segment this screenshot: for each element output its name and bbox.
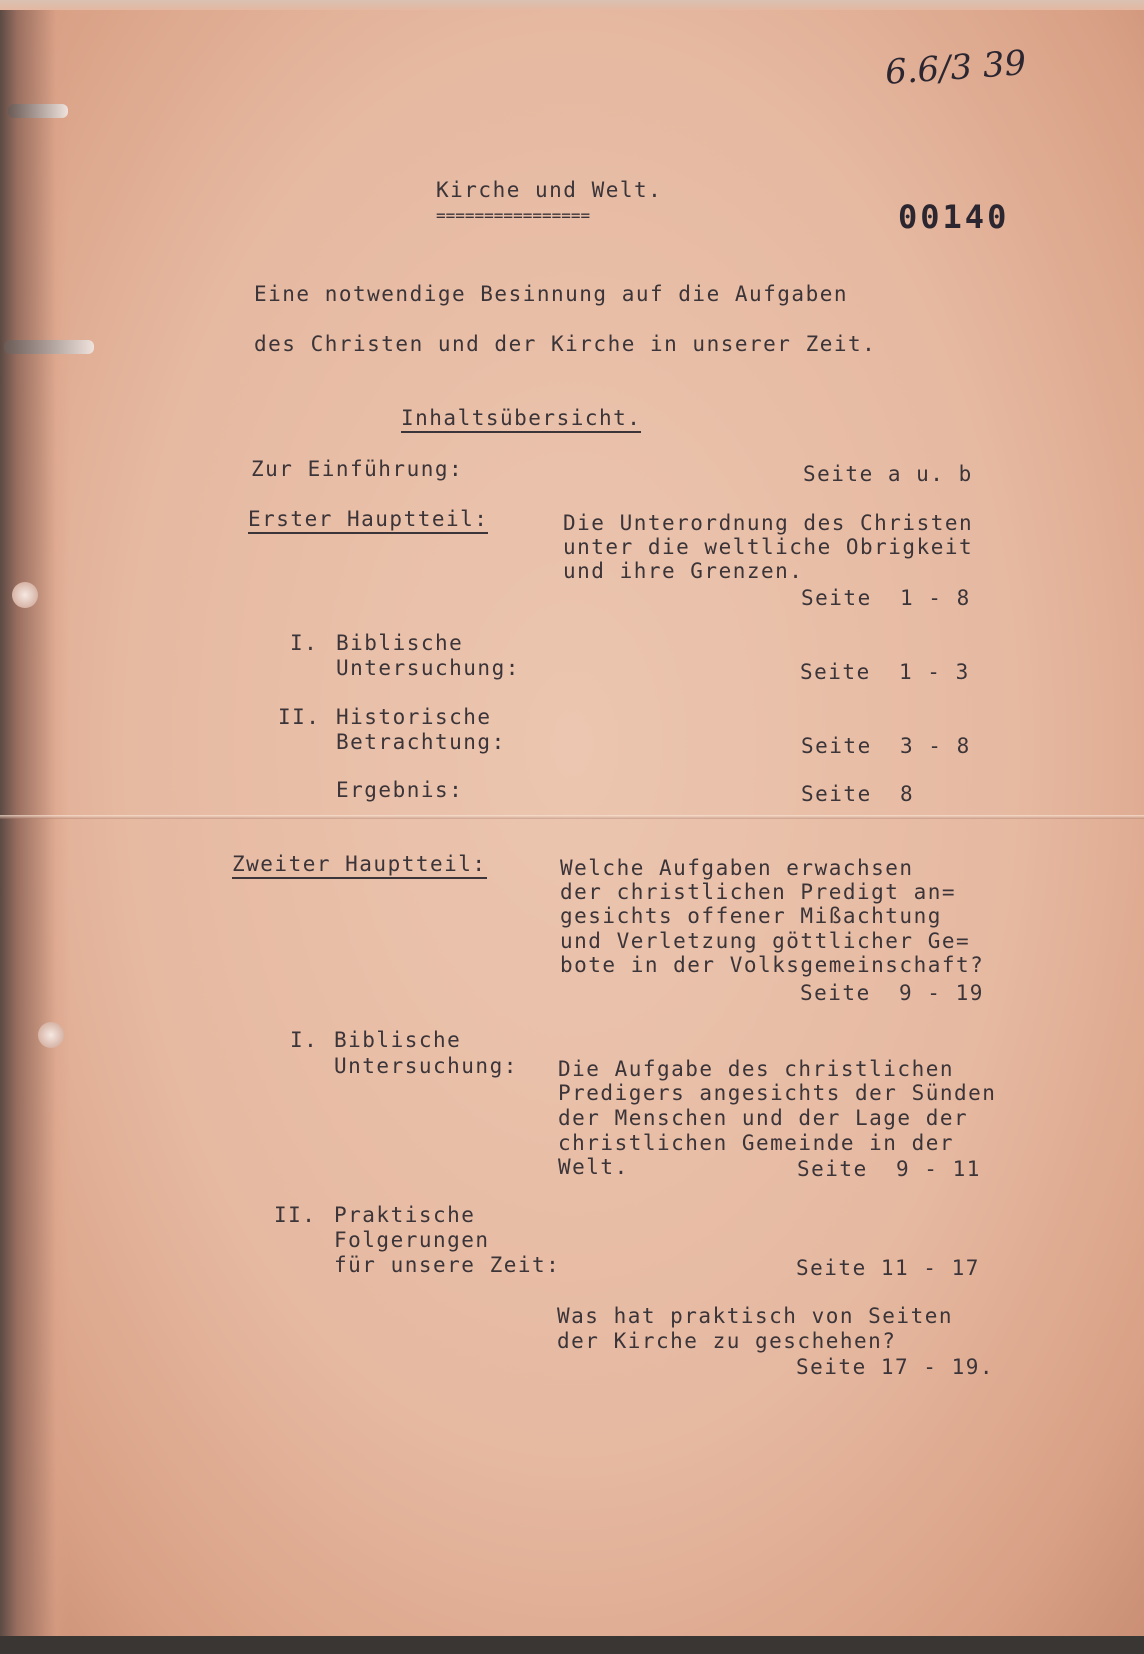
title-underline: ================ <box>436 206 591 225</box>
intro-label: Zur Einführung: <box>251 457 464 481</box>
punch-hole-upper <box>12 582 38 608</box>
part1-desc-line-1: Die Unterordnung des Christen <box>563 511 974 535</box>
part1-s2-pages: Seite 3 - 8 <box>801 734 971 758</box>
subtitle-line-2: des Christen und der Kirche in unserer Zeit. <box>254 332 877 356</box>
part1-s1-num: I. <box>290 631 319 655</box>
part1-pages: Seite 1 - 8 <box>801 586 971 610</box>
part1-s1-label-1: Biblische <box>336 631 464 655</box>
part2-desc-line-3: gesichts offener Mißachtung <box>560 904 942 928</box>
part1-s1-label-2: Untersuchung: <box>336 656 520 680</box>
part2-s2-pages: Seite 11 - 17 <box>796 1256 980 1280</box>
part2-s2-num: II. <box>274 1203 317 1227</box>
part1-s2-num: II. <box>278 705 321 729</box>
part2-final-pages: Seite 17 - 19. <box>796 1355 995 1379</box>
paper-top-edge <box>0 0 1144 10</box>
part2-s1-desc-line-1: Die Aufgabe des christlichen <box>558 1057 955 1081</box>
part2-s1-desc-line-5: Welt. <box>558 1155 629 1179</box>
binding-tear-middle <box>4 340 94 354</box>
part2-s1-desc-line-4: christlichen Gemeinde in der <box>558 1131 955 1155</box>
part2-final-desc-line-2: der Kirche zu geschehen? <box>557 1329 897 1353</box>
part2-s1-label-2: Untersuchung: <box>334 1054 518 1078</box>
part2-s2-label-2: Folgerungen <box>334 1228 490 1252</box>
part2-desc-line-5: bote in der Volksgemeinschaft? <box>560 953 985 977</box>
punch-hole-lower <box>38 1022 64 1048</box>
part1-label: Erster Hauptteil: <box>248 507 488 534</box>
toc-heading: Inhaltsübersicht. <box>401 406 641 433</box>
handwritten-annotation: 6.6/3 39 <box>883 43 1028 93</box>
stamp-number: 00140 <box>898 198 1010 236</box>
part2-final-desc-line-1: Was hat praktisch von Seiten <box>557 1304 954 1328</box>
part2-label: Zweiter Hauptteil: <box>232 852 487 879</box>
part1-desc-line-2: unter die weltliche Obrigkeit <box>563 535 974 559</box>
part2-s1-label-1: Biblische <box>334 1028 462 1052</box>
part1-s1-pages: Seite 1 - 3 <box>800 660 970 684</box>
part1-result-label: Ergebnis: <box>336 778 464 802</box>
part2-desc-line-4: und Verletzung göttlicher Ge= <box>560 929 971 953</box>
binding-tear-top <box>8 104 68 118</box>
part2-s1-pages: Seite 9 - 11 <box>797 1157 981 1181</box>
part2-s2-label-1: Praktische <box>334 1203 476 1227</box>
part2-s1-num: I. <box>290 1028 319 1052</box>
subtitle-line-1: Eine notwendige Besinnung auf die Aufgaben <box>254 282 849 306</box>
part2-desc-line-2: der christlichen Predigt an= <box>560 880 957 904</box>
part2-pages: Seite 9 - 19 <box>800 981 984 1005</box>
part2-s1-desc-line-2: Predigers angesichts der Sünden <box>558 1081 997 1105</box>
document-title: Kirche und Welt. <box>436 178 663 202</box>
part1-s2-label-2: Betrachtung: <box>336 730 506 754</box>
intro-pages: Seite a u. b <box>803 462 973 486</box>
part2-s2-label-3: für unsere Zeit: <box>334 1253 561 1277</box>
background-strip <box>0 1636 1144 1654</box>
part1-s2-label-1: Historische <box>336 705 492 729</box>
part2-s1-desc-line-3: der Menschen und der Lage der <box>558 1106 969 1130</box>
part1-desc-line-3: und ihre Grenzen. <box>563 559 804 583</box>
part1-result-pages: Seite 8 <box>801 782 915 806</box>
part2-desc-line-1: Welche Aufgaben erwachsen <box>560 856 914 880</box>
